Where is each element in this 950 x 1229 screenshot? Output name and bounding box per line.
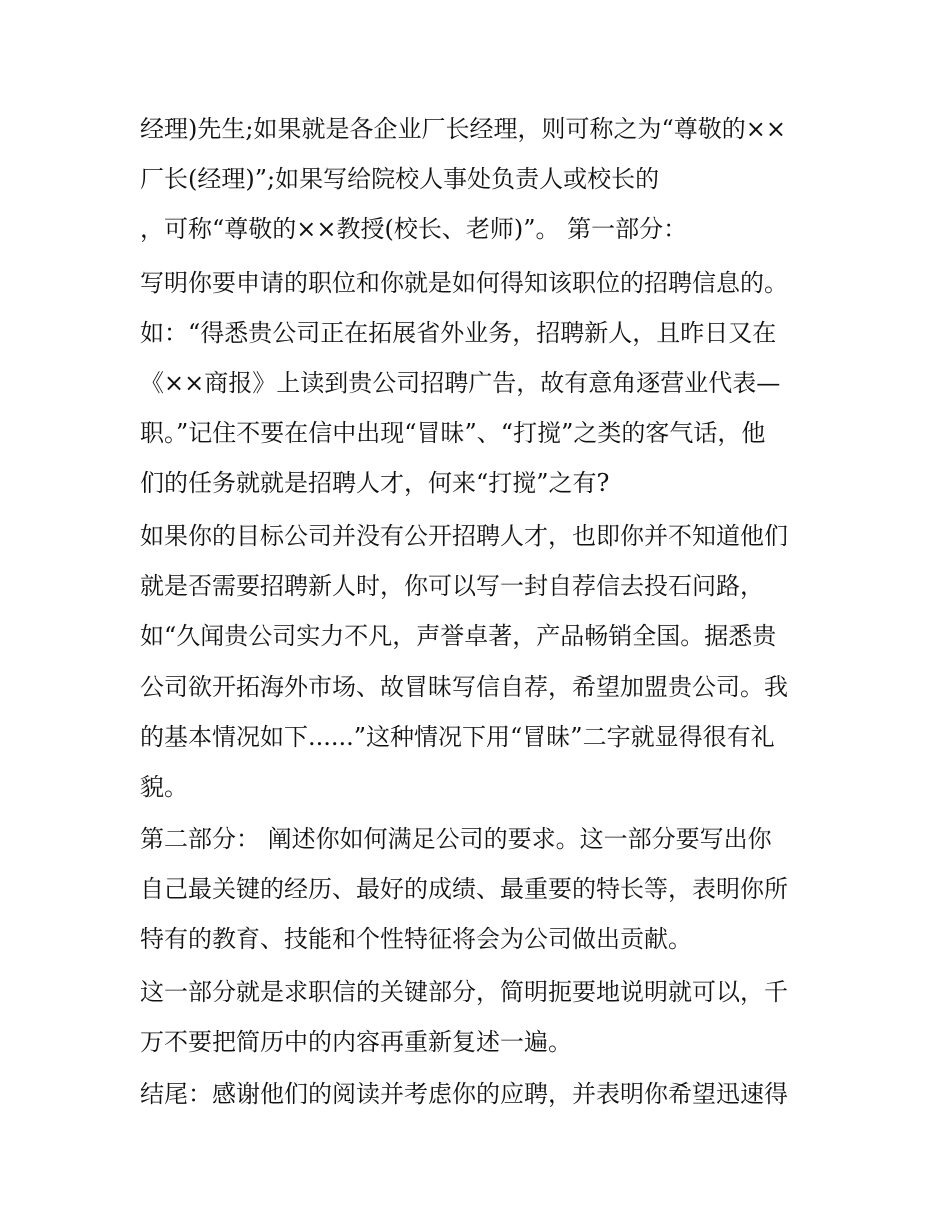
text-line: 如：“得悉贵公司正在拓展省外业务，招聘新人，且昨日又在	[140, 319, 777, 347]
text-line: 这一部分就是求职信的关键部分，简明扼要地说明就可以，千	[140, 978, 788, 1006]
text-line: 经理)先生;如果就是各企业厂长经理，则可称之为“尊敬的××	[140, 115, 786, 143]
text-line: 如“久闻贵公司实力不凡，声誉卓著，产品畅销全国。据悉贵	[140, 622, 777, 650]
text-line: 就是否需要招聘新人时，你可以写一封自荐信去投石问路，	[140, 572, 764, 600]
text-line: 万不要把简历中的内容再重新复述一遍。	[140, 1028, 572, 1056]
text-line: 厂长(经理)”;如果写给院校人事处负责人或校长的	[140, 165, 660, 193]
text-line: 的基本情况如下......”这种情况下用“冒昧”二字就显得很有礼	[140, 723, 775, 751]
text-line: 公司欲开拓海外市场、故冒昧写信自荐，希望加盟贵公司。我	[140, 673, 788, 701]
text-line: ，可称“尊敬的××教授(校长、老师)”。 第一部分：	[140, 215, 688, 243]
text-line: 《××商报》上读到贵公司招聘广告，故有意角逐营业代表—	[140, 369, 781, 397]
text-line: 自己最关键的经历、最好的成绩、最重要的特长等，表明你所	[140, 875, 788, 903]
text-line: 结尾：感谢他们的阅读并考虑你的应聘，并表明你希望迅速得	[140, 1080, 788, 1108]
text-line: 职。”记住不要在信中出现“冒昧”、“打搅”之类的客气话，他	[140, 419, 766, 447]
text-line: 们的任务就就是招聘人才，何来“打搅”之有?	[140, 469, 610, 497]
text-line: 第二部分： 阐述你如何满足公司的要求。这一部分要写出你	[140, 825, 772, 853]
text-line: 如果你的目标公司并没有公开招聘人才，也即你并不知道他们	[140, 522, 788, 550]
text-line: 貌。	[140, 773, 188, 801]
text-line: 特有的教育、技能和个性特征将会为公司做出贡献。	[140, 925, 692, 953]
text-line: 写明你要申请的职位和你就是如何得知该职位的招聘信息的。	[140, 269, 788, 297]
